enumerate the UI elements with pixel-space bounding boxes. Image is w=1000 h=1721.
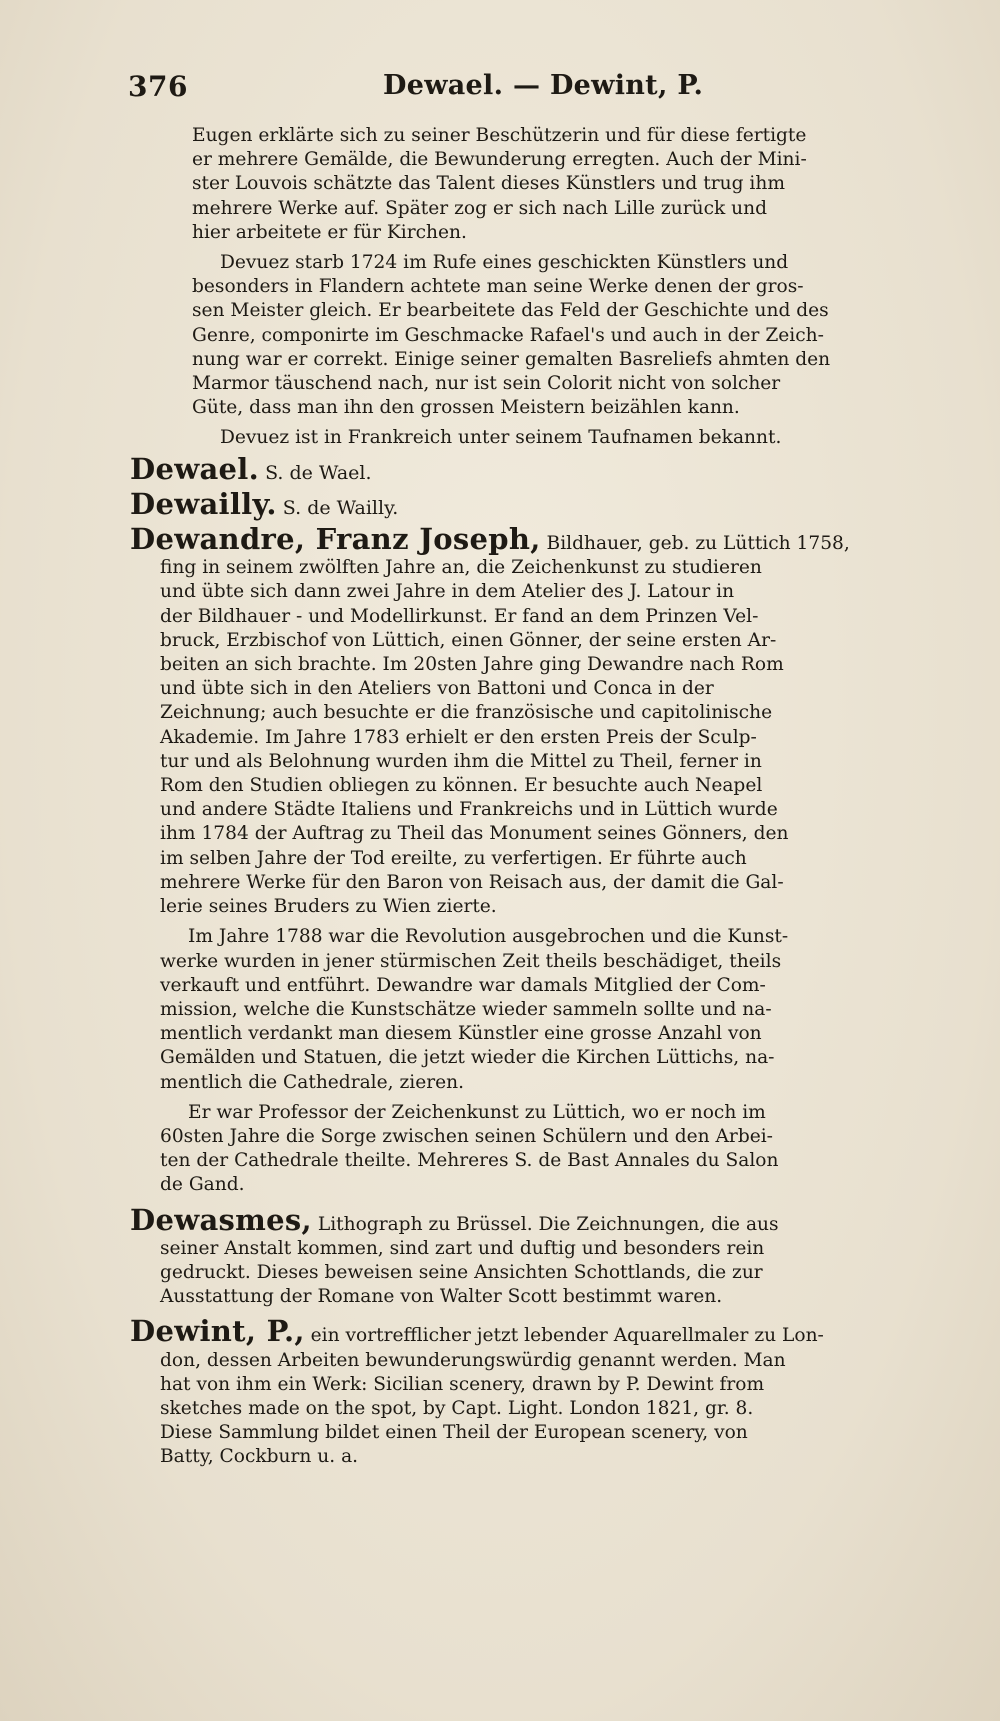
text-line: Devuez starb 1724 im Rufe eines geschickten Künstlers und bbox=[220, 252, 789, 274]
text-line: tur und als Belohnung wurden ihm die Mittel zu Theil, ferner in bbox=[160, 750, 762, 772]
text-line: Akademie. Im Jahre 1783 erhielt er den ersten Preis der Sculp- bbox=[160, 726, 757, 748]
cross-reference: S. de Wailly. bbox=[276, 496, 399, 519]
headword: Dewael. bbox=[130, 451, 260, 486]
headword: Dewint, P., bbox=[130, 1314, 305, 1349]
entry-dewael bbox=[130, 451, 950, 486]
text-line: sen Meister gleich. Er bearbeitete das Feld der Geschichte und des bbox=[192, 300, 829, 322]
text-line: Im Jahre 1788 war die Revolution ausgebrochen und die Kunst- bbox=[188, 926, 789, 948]
text-line: er mehrere Gemälde, die Bewunderung erregten. Auch der Mini- bbox=[192, 149, 807, 171]
text-line: mehrere Werke auf. Später zog er sich nach Lille zurück und bbox=[192, 197, 768, 219]
text-line: und andere Städte Italiens und Frankreichs und in Lüttich wurde bbox=[160, 799, 778, 821]
text-line: sketches made on the spot, by Capt. Light. London 1821, gr. 8. bbox=[160, 1397, 754, 1419]
text-line: fing in seinem zwölften Jahre an, die Zeichenkunst zu studieren bbox=[160, 557, 762, 579]
body-text bbox=[130, 124, 950, 1470]
entry-first-line bbox=[130, 451, 950, 486]
headword: Dewasmes, bbox=[130, 1202, 312, 1237]
continuation-paragraph bbox=[130, 426, 950, 450]
text-line: mehrere Werke für den Baron von Reisach aus, der damit die Gal- bbox=[160, 871, 784, 893]
text-line: hier arbeitete er für Kirchen. bbox=[192, 221, 467, 243]
text-line: mentlich verdankt man diesem Künstler eine grosse Anzahl von bbox=[160, 1023, 762, 1045]
text-line: Devuez ist in Frankreich unter seinem Taufnamen bekannt. bbox=[220, 427, 782, 449]
entry-dewandre bbox=[130, 522, 950, 1197]
entry-body bbox=[130, 1349, 950, 1470]
text-line: mission, welche die Kunstschätze wieder sammeln sollte und na- bbox=[160, 998, 772, 1020]
entry-body bbox=[130, 1237, 950, 1310]
text-line: Güte, dass man ihn den grossen Meistern beizählen kann. bbox=[192, 397, 740, 419]
text-line: de Gand. bbox=[160, 1174, 245, 1196]
entry-paragraph bbox=[130, 925, 950, 1094]
text-line: Zeichnung; auch besuchte er die französische und capitolinische bbox=[160, 702, 773, 724]
text-line: Batty, Cockburn u. a. bbox=[160, 1446, 359, 1468]
text-line: besonders in Flandern achtete man seine Werke denen der gros- bbox=[192, 276, 804, 298]
text-line: gedruckt. Dieses beweisen seine Ansichten Schottlands, die zur bbox=[160, 1261, 763, 1283]
entry-dewailly bbox=[130, 486, 950, 521]
entry-text: Bildhauer, geb. zu Lüttich 1758, bbox=[540, 533, 850, 555]
entry-dewasmes bbox=[130, 1202, 950, 1310]
text-line: der Bildhauer - und Modellirkunst. Er fand an dem Prinzen Vel- bbox=[160, 605, 759, 627]
text-line: Rom den Studien obliegen zu können. Er besuchte auch Neapel bbox=[160, 775, 763, 797]
text-line: werke wurden in jener stürmischen Zeit theils beschädiget, theils bbox=[160, 950, 782, 972]
text-line: Marmor täuschend nach, nur ist sein Colorit nicht von solcher bbox=[192, 373, 781, 395]
text-line: lerie seines Bruders zu Wien zierte. bbox=[160, 896, 497, 918]
text-line: im selben Jahre der Tod ereilte, zu verfertigen. Er führte auch bbox=[160, 847, 747, 869]
text-line: ten der Cathedrale theilte. Mehreres S. de Bast Annales du Salon bbox=[160, 1150, 779, 1172]
text-line: mentlich die Cathedrale, zieren. bbox=[160, 1071, 464, 1093]
entry-first-line bbox=[130, 486, 950, 521]
text-line: ster Louvois schätzte das Talent dieses Künstlers und trug ihm bbox=[192, 173, 785, 195]
text-line: don, dessen Arbeiten bewunderungswürdig genannt werden. Man bbox=[160, 1349, 786, 1371]
continuation-paragraph bbox=[130, 124, 950, 245]
cross-reference: S. de Wael. bbox=[259, 461, 372, 484]
entry-body bbox=[130, 556, 950, 919]
text-line: nung war er correkt. Einige seiner gemalten Basreliefs ahmten den bbox=[192, 348, 831, 370]
entry-dewint bbox=[130, 1314, 950, 1469]
text-line: Genre, componirte im Geschmacke Rafael's und auch in der Zeich- bbox=[192, 324, 824, 346]
entry-first-line bbox=[130, 1202, 950, 1237]
entry-first-line bbox=[130, 1314, 950, 1349]
headword: Dewailly. bbox=[130, 486, 277, 521]
running-title: Dewael. — Dewint, P. bbox=[383, 70, 704, 101]
entry-paragraph bbox=[130, 1101, 950, 1198]
text-line: Gemälden und Statuen, die jetzt wieder die Kirchen Lüttichs, na- bbox=[160, 1047, 775, 1069]
text-line: beiten an sich brachte. Im 20sten Jahre ging Dewandre nach Rom bbox=[160, 654, 784, 676]
text-line: Diese Sammlung bildet einen Theil der European scenery, von bbox=[160, 1422, 748, 1444]
text-line: und übte sich dann zwei Jahre in dem Atelier des J. Latour in bbox=[160, 581, 735, 603]
entry-text: ein vortrefflicher jetzt lebender Aquarellmaler zu Lon- bbox=[304, 1325, 824, 1347]
entry-first-line bbox=[130, 522, 950, 557]
headword: Dewandre, Franz Joseph, bbox=[130, 522, 541, 557]
text-line: 60sten Jahre die Sorge zwischen seinen Schülern und den Arbei- bbox=[160, 1125, 773, 1147]
entry-text: Lithograph zu Brüssel. Die Zeichnungen, die aus bbox=[311, 1213, 779, 1235]
page-number: 376 bbox=[128, 70, 188, 103]
running-head bbox=[128, 70, 948, 110]
text-line: Eugen erklärte sich zu seiner Beschützerin und für diese fertigte bbox=[192, 125, 807, 146]
continuation-paragraph bbox=[130, 251, 950, 420]
text-line: bruck, Erzbischof von Lüttich, einen Gönner, der seine ersten Ar- bbox=[160, 629, 777, 651]
text-line: und übte sich in den Ateliers von Battoni und Conca in der bbox=[160, 678, 714, 700]
text-line: seiner Anstalt kommen, sind zart und duftig und besonders rein bbox=[160, 1237, 765, 1259]
text-line: ihm 1784 der Auftrag zu Theil das Monument seines Gönners, den bbox=[160, 823, 789, 845]
text-line: verkauft und entführt. Dewandre war damals Mitglied der Com- bbox=[160, 974, 766, 996]
text-line: hat von ihm ein Werk: Sicilian scenery, drawn by P. Dewint from bbox=[160, 1373, 765, 1395]
text-line: Ausstattung der Romane von Walter Scott bestimmt waren. bbox=[160, 1286, 723, 1308]
text-line: Er war Professor der Zeichenkunst zu Lüttich, wo er noch im bbox=[188, 1101, 766, 1123]
